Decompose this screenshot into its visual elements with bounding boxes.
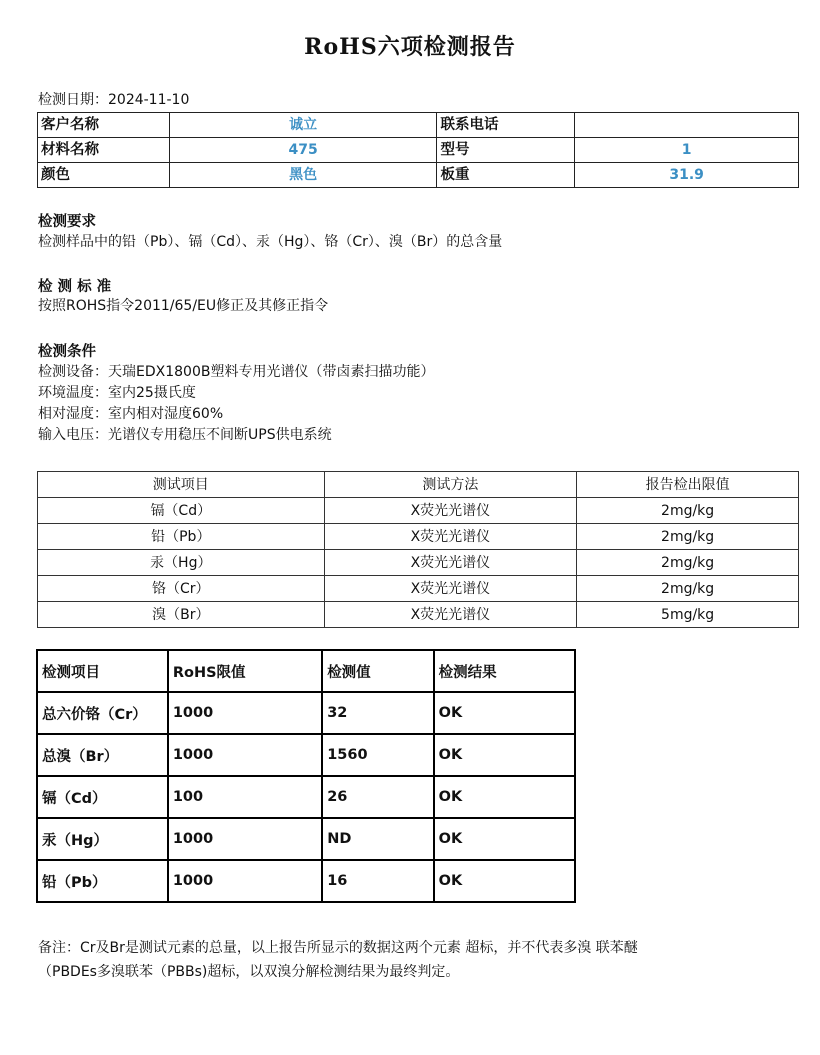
table-row — [38, 524, 799, 550]
test-method: X荧光光谱仪 — [324, 550, 577, 576]
measured-value: 16 — [322, 860, 433, 902]
result-item: 汞（Hg） — [37, 818, 168, 860]
result-status: OK — [434, 860, 575, 902]
rohs-limit: 1000 — [168, 734, 322, 776]
result-item: 总六价铬（Cr） — [37, 692, 168, 734]
test-date-label: 检测日期： — [38, 92, 108, 108]
detection-limit: 5mg/kg — [577, 602, 799, 628]
footnote — [38, 936, 798, 984]
measured-value: 26 — [322, 776, 433, 818]
test-date-value: 2024-11-10 — [108, 92, 190, 108]
detection-limit: 2mg/kg — [577, 550, 799, 576]
color-label: 颜色 — [38, 163, 170, 188]
info-row — [38, 113, 799, 138]
conditions-title: 检测条件 — [38, 344, 96, 360]
result-item: 总溴（Br） — [37, 734, 168, 776]
detection-limit: 2mg/kg — [577, 498, 799, 524]
condition-temperature: 环境温度：室内25摄氏度 — [38, 385, 196, 401]
measured-value: 1560 — [322, 734, 433, 776]
result-status: OK — [434, 692, 575, 734]
column-header: 检测结果 — [434, 650, 575, 692]
test-method: X荧光光谱仪 — [324, 602, 577, 628]
table-row — [38, 550, 799, 576]
results-header-row — [37, 650, 575, 692]
table-row — [37, 734, 575, 776]
result-item: 镉（Cd） — [37, 776, 168, 818]
standard-title: 检 测 标 准 — [38, 279, 112, 295]
model-label: 型号 — [437, 138, 575, 163]
test-methods-table — [37, 471, 799, 628]
requirements-title: 检测要求 — [38, 214, 96, 230]
thickness-label: 板重 — [437, 163, 575, 188]
rohs-limit: 1000 — [168, 692, 322, 734]
table-row — [37, 818, 575, 860]
test-item: 铅（Pb） — [38, 524, 325, 550]
footnote-line-2: （PBDEs多溴联苯（PBBs)超标，以双溴分解检测结果为最终判定。 — [38, 964, 460, 980]
table-row — [37, 776, 575, 818]
table-row — [37, 692, 575, 734]
footnote-line-1: 备注：Cr及Br是测试元素的总量，以上报告所显示的数据这两个元素 超标，并不代表多溴 联苯醚 — [38, 940, 638, 956]
condition-voltage: 输入电压：光谱仪专用稳压不间断UPS供电系统 — [38, 427, 332, 443]
table-row — [37, 860, 575, 902]
condition-equipment: 检测设备：天瑞EDX1800B塑料专用光谱仪（带卤素扫描功能） — [38, 364, 435, 380]
column-header: 测试项目 — [38, 472, 325, 498]
result-status: OK — [434, 734, 575, 776]
test-method: X荧光光谱仪 — [324, 576, 577, 602]
color-value: 黑色 — [169, 163, 437, 188]
result-item: 铅（Pb） — [37, 860, 168, 902]
condition-humidity: 相对湿度：室内相对湿度60% — [38, 406, 224, 422]
material-value: 475 — [169, 138, 437, 163]
material-label: 材料名称 — [38, 138, 170, 163]
rohs-limit: 1000 — [168, 818, 322, 860]
column-header: 检测值 — [322, 650, 433, 692]
info-row — [38, 138, 799, 163]
test-item: 溴（Br） — [38, 602, 325, 628]
test-item: 镉（Cd） — [38, 498, 325, 524]
info-row — [38, 163, 799, 188]
column-header: RoHS限值 — [168, 650, 322, 692]
table-row — [38, 498, 799, 524]
measured-value: ND — [322, 818, 433, 860]
table-row — [38, 576, 799, 602]
column-header: 测试方法 — [324, 472, 577, 498]
measured-value: 32 — [322, 692, 433, 734]
test-date — [38, 89, 189, 109]
methods-header-row — [38, 472, 799, 498]
customer-info-table — [37, 112, 799, 188]
detection-limit: 2mg/kg — [577, 524, 799, 550]
test-method: X荧光光谱仪 — [324, 498, 577, 524]
rohs-limit: 100 — [168, 776, 322, 818]
column-header: 报告检出限值 — [577, 472, 799, 498]
model-value: 1 — [575, 138, 799, 163]
table-row — [38, 602, 799, 628]
rohs-limit: 1000 — [168, 860, 322, 902]
detection-limit: 2mg/kg — [577, 576, 799, 602]
test-item: 汞（Hg） — [38, 550, 325, 576]
test-item: 铬（Cr） — [38, 576, 325, 602]
phone-value — [575, 113, 799, 138]
phone-label: 联系电话 — [437, 113, 575, 138]
standard-text: 按照ROHS指令2011/65/EU修正及其修正指令 — [38, 298, 329, 314]
customer-label: 客户名称 — [38, 113, 170, 138]
thickness-value: 31.9 — [575, 163, 799, 188]
column-header: 检测项目 — [37, 650, 168, 692]
requirements-text: 检测样品中的铅（Pb）、镉（Cd）、汞（Hg）、铬（Cr）、溴（Br）的总含量 — [38, 234, 503, 250]
result-status: OK — [434, 818, 575, 860]
test-method: X荧光光谱仪 — [324, 524, 577, 550]
report-title: RoHS六项检测报告 — [304, 34, 516, 60]
customer-value: 诚立 — [169, 113, 437, 138]
result-status: OK — [434, 776, 575, 818]
test-results-table — [36, 649, 576, 903]
